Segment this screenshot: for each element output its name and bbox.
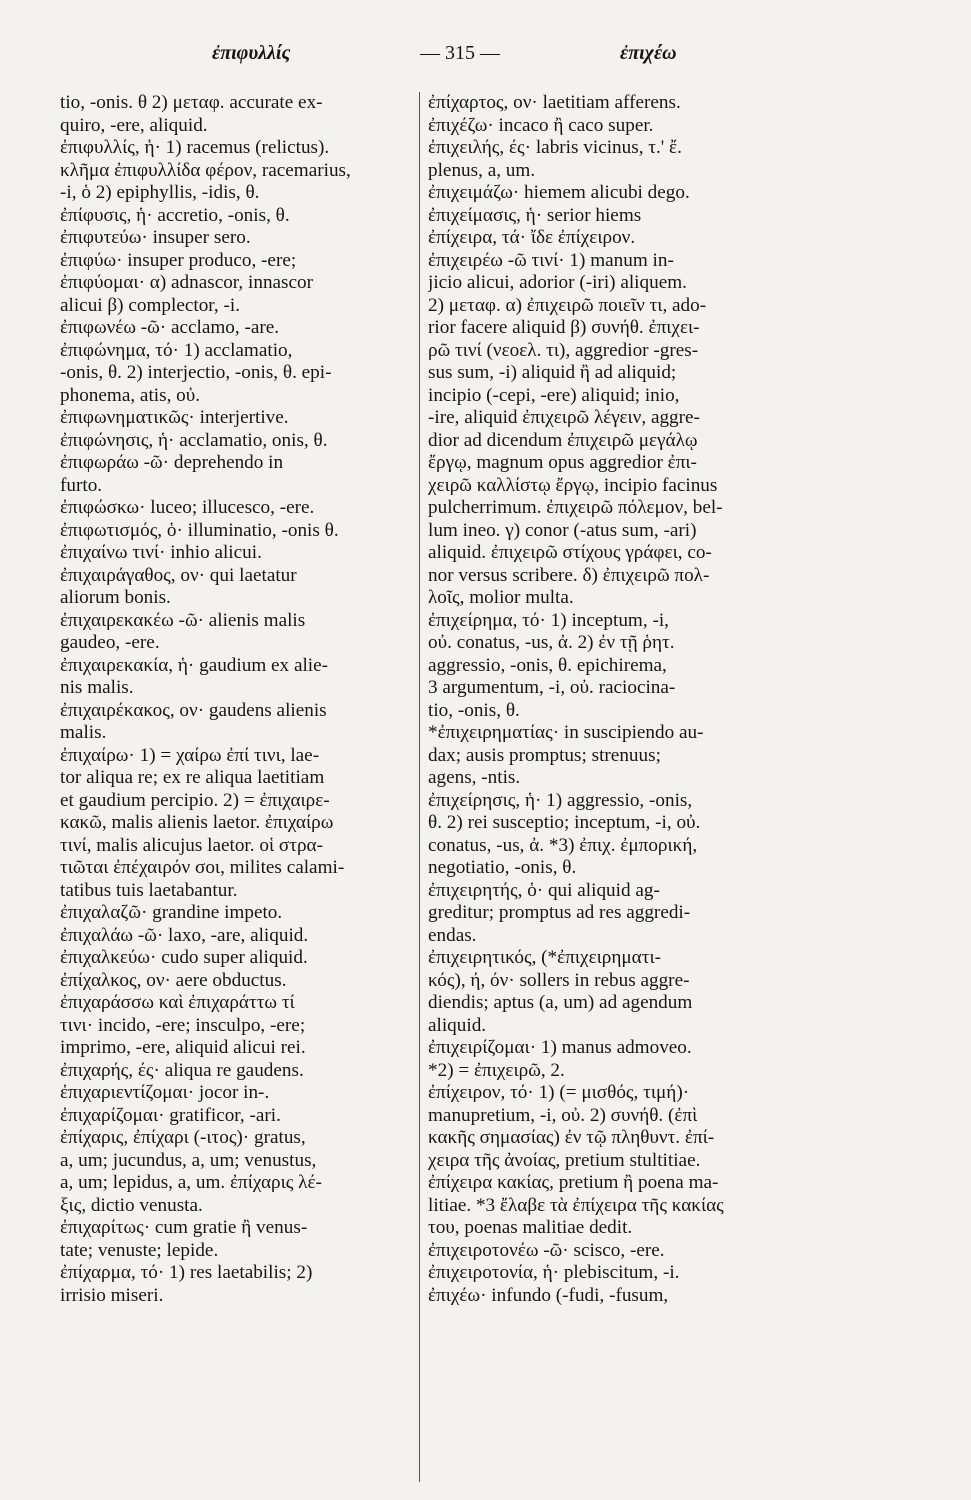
entry-line: a, um; lepidus, a, um. ἐπίχαρις λέ- <box>60 1172 322 1193</box>
entry-line: irrisio miseri. <box>60 1284 164 1306</box>
entry-line: ἐπιφωνέω -ῶ· acclamo, -are. <box>60 317 280 338</box>
header-left-headword: ἐπιφυλλίς <box>212 42 291 64</box>
entry-line: aliquid. ἐπιχειρῶ στίχους γράφει, co- <box>428 542 712 563</box>
entry-line: ἐπιχαιρεκακέω -ῶ· alienis malis <box>60 609 306 631</box>
entry-line: ἐπίχαρτος, ον· laetitiam afferens. <box>428 92 681 113</box>
left-column <box>60 92 412 1482</box>
entry-line: tio, -onis, θ. <box>428 699 520 721</box>
entry-line: ἐπιχείρησις, ἡ· 1) aggressio, -onis, <box>428 789 693 811</box>
entry-line: tio, -onis. θ 2) μεταφ. accurate ex- <box>60 92 323 113</box>
entry-line: nis malis. <box>60 677 134 698</box>
entry-line: a, um; jucundus, a, um; venustus, <box>60 1149 317 1171</box>
entry-line: κλῆμα ἐπιφυλλίδα φέρον, racemarius, <box>60 159 351 181</box>
entry-line: ἐπιχέζω· incaco ἢ caco super. <box>428 114 654 136</box>
right-column <box>428 92 790 1482</box>
entry-line: ἐπίχαρις, ἐπίχαρι (-ιτος)· gratus, <box>60 1127 306 1148</box>
entry-line: ἐπιχείμασις, ἡ· serior hiems <box>428 204 642 226</box>
entry-line: κακῶ, malis alienis laetor. ἐπιχαίρω <box>60 812 334 833</box>
entry-line: ἐπιφωνηματικῶς· interjertive. <box>60 407 289 428</box>
entry-line: ἐπιχειροτονία, ἡ· plebiscitum, -i. <box>428 1262 680 1283</box>
entry-line: ἐπιφωτισμός, ὁ· illuminatio, -onis θ. <box>60 519 339 541</box>
entry-line: ἐπιχαρίτως· cum gratie ἢ venus- <box>60 1217 308 1238</box>
entry-line: τινι· incido, -ere; insculpo, -ere; <box>60 1014 306 1036</box>
entry-line: ἐπιχαρής, ές· aliqua re gaudens. <box>60 1059 304 1081</box>
entry-line: ἐπίχαρμα, τό· 1) res laetabilis; 2) <box>60 1262 313 1283</box>
entry-line: conatus, -us, ἀ. *3) ἐπιχ. ἐμπορική, <box>428 834 698 856</box>
entry-line: ἐπιφύω· insuper produco, -ere; <box>60 249 297 271</box>
entry-line: ξις, dictio venusta. <box>60 1194 203 1216</box>
entry-line: -i, ὁ 2) epiphyllis, -idis, θ. <box>60 182 260 203</box>
entry-line: ἐπιχαράσσω καὶ ἐπιχαράττω τί <box>60 992 295 1013</box>
header-right-headword: ἐπιχέω <box>620 42 677 64</box>
entry-line: ἐπιχαλάω -ῶ· laxo, -are, aliquid. <box>60 924 309 946</box>
entry-line: -ire, aliquid ἐπιχειρῶ λέγειν, aggre- <box>428 407 700 428</box>
entry-line: agens, -ntis. <box>428 767 521 788</box>
entry-line: ἐπιχαλαζῶ· grandine impeto. <box>60 902 283 923</box>
entry-line: οὐ. conatus, -us, ἀ. 2) ἐν τῇ ῥητ. <box>428 632 675 653</box>
entry-line: malis. <box>60 722 107 743</box>
entry-line: ἐπιχειρητής, ὁ· qui aliquid ag- <box>428 879 660 901</box>
entry-line: et gaudium percipio. 2) = ἐπιχαιρε- <box>60 789 330 811</box>
entry-line: quiro, -ere, aliquid. <box>60 114 208 136</box>
entry-line: imprimo, -ere, aliquid alicui rei. <box>60 1037 306 1058</box>
entry-line: ἐπίχειρα κακίας, pretium ἢ poena ma- <box>428 1172 719 1193</box>
entry-line: diendis; aptus (a, um) ad agendum <box>428 992 693 1013</box>
entry-line: ἐπιχειμάζω· hiemem alicubi dego. <box>428 182 690 203</box>
entry-line: ἐπιχαίρω· 1) = χαίρω ἐπί τινι, lae- <box>60 744 320 766</box>
column-divider <box>419 92 420 1482</box>
entry-line: dior ad dicendum ἐπιχειρῶ μεγάλῳ <box>428 429 698 451</box>
entry-line: aggressio, -onis, θ. epichirema, <box>428 654 667 676</box>
entry-line: λοῖς, molior multa. <box>428 587 574 608</box>
entry-line: lum ineo. γ) conor (-atus sum, -ari) <box>428 519 697 541</box>
entry-line: litiae. *3 ἔλαβε τὰ ἐπίχειρα τῆς κακίας <box>428 1194 724 1216</box>
entry-line: pulcherrimum. ἐπιχειρῶ πόλεμον, bel- <box>428 497 723 518</box>
entry-line: ἔργῳ, magnum opus aggredior ἐπι- <box>428 452 697 473</box>
entry-line: ἐπιχειρέω -ῶ τινί· 1) manum in- <box>428 249 674 271</box>
entry-line: plenus, a, um. <box>428 159 536 181</box>
entry-line: κός), ή, όν· sollers in rebus aggre- <box>428 969 690 991</box>
entry-line: 3 argumentum, -i, οὐ. raciocina- <box>428 677 676 698</box>
entry-line: ἐπιχέω· infundo (-fudi, -fusum, <box>428 1284 669 1306</box>
entry-line: tatibus tuis laetabantur. <box>60 879 238 901</box>
entry-line: 2) μεταφ. α) ἐπιχειρῶ ποιεῖν τι, ado- <box>428 294 707 316</box>
entry-line: furto. <box>60 474 103 496</box>
entry-line: aliquid. <box>428 1014 487 1036</box>
entry-line: *2) = ἐπιχειρῶ, 2. <box>428 1059 565 1081</box>
entry-line: ἐπιχαριεντίζομαι· jocor in-. <box>60 1082 270 1103</box>
entry-line: ρῶ τινί (νεοελ. τι), aggredior -gres- <box>428 339 699 361</box>
entry-line: dax; ausis promptus; strenuus; <box>428 744 661 766</box>
entry-line: negotiatio, -onis, θ. <box>428 857 577 878</box>
entry-line: ἐπιχαίνω τινί· inhio alicui. <box>60 542 262 563</box>
entry-line: ἐπίφυσις, ἡ· accretio, -onis, θ. <box>60 204 290 226</box>
entry-line: ἐπιχαιρέκακος, ον· gaudens alienis <box>60 699 327 721</box>
entry-line: phonema, atis, οὐ. <box>60 384 201 406</box>
entry-line: χειρα τῆς ἀνοίας, pretium stultitiae. <box>428 1149 701 1171</box>
entry-line: *ἐπιχειρηματίας· in suscipiendo au- <box>428 722 704 743</box>
entry-line: ἐπιχείρημα, τό· 1) inceptum, -i, <box>428 609 669 631</box>
entry-line: ἐπιχαρίζομαι· gratificor, -ari. <box>60 1104 281 1126</box>
entry-line: τιῶται ἐπέχαιρόν σοι, milites calami- <box>60 857 345 878</box>
entry-line: ἐπίχαλκος, ον· aere obductus. <box>60 969 287 991</box>
entry-line: endas. <box>428 924 477 946</box>
entry-line: tor aliqua re; ex re aliqua laetitiam <box>60 767 325 788</box>
entry-line: ἐπιφώσκω· luceo; illucesco, -ere. <box>60 497 315 518</box>
entry-line: jicio alicui, adorior (-iri) aliquem. <box>428 272 687 293</box>
entry-line: ἐπιφυλλίς, ἡ· 1) racemus (relictus). <box>60 137 330 158</box>
entry-line: manupretium, -i, οὐ. 2) συνήθ. (ἐπὶ <box>428 1104 698 1126</box>
entry-line: ἐπιφώνημα, τό· 1) acclamatio, <box>60 339 293 361</box>
entry-line: incipio (-cepi, -ere) aliquid; inio, <box>428 384 680 406</box>
entry-line: ἐπιφυτεύω· insuper sero. <box>60 227 251 248</box>
entry-line: nor versus scribere. δ) ἐπιχειρῶ πολ- <box>428 564 710 586</box>
page-header <box>0 38 971 78</box>
entry-line: sus sum, -i) aliquid ἢ ad aliquid; <box>428 362 677 383</box>
entry-line: tate; venuste; lepide. <box>60 1239 219 1261</box>
entry-line: ἐπιφωράω -ῶ· deprehendo in <box>60 452 284 473</box>
entry-line: ἐπιχαιράγαθος, ον· qui laetatur <box>60 564 297 586</box>
entry-line: greditur; promptus ad res aggredi- <box>428 902 691 923</box>
page-number: — 315 — <box>420 42 500 64</box>
entry-line: θ. 2) rei susceptio; inceptum, -i, οὐ. <box>428 812 701 833</box>
entry-line: τινί, malis alicujus laetor. οἱ στρα- <box>60 834 323 856</box>
entry-line: gaudeo, -ere. <box>60 632 160 653</box>
entry-line: -onis, θ. 2) interjectio, -onis, θ. epi- <box>60 362 332 383</box>
entry-line: rior facere aliquid β) συνήθ. ἐπιχει- <box>428 317 700 338</box>
entry-line: ἐπιχειλής, ές· labris vicinus, τ.' ἔ. <box>428 137 682 158</box>
entry-line: ἐπίχειρα, τά· ἴδε ἐπίχειρον. <box>428 227 636 248</box>
entry-line: του, poenas malitiae dedit. <box>428 1217 633 1238</box>
entry-line: alicui β) complector, -i. <box>60 294 241 316</box>
entry-line: aliorum bonis. <box>60 587 171 608</box>
entry-line: ἐπιχειρίζομαι· 1) manus admoveo. <box>428 1037 692 1058</box>
entry-line: κακῆς σημασίας) ἐν τῷ πληθυντ. ἐπί- <box>428 1127 715 1148</box>
entry-line: ἐπιφύομαι· α) adnascor, innascor <box>60 272 314 293</box>
entry-line: ἐπιχειροτονέω -ῶ· scisco, -ere. <box>428 1239 665 1261</box>
entry-line: ἐπιχειρητικός, (*ἐπιχειρηματι- <box>428 947 661 968</box>
entry-line: ἐπίχειρον, τό· 1) (= μισθός, τιμή)· <box>428 1082 690 1103</box>
entry-line: χειρῶ καλλίστῳ ἔργῳ, incipio facinus <box>428 474 718 496</box>
entry-line: ἐπιχαλκεύω· cudo super aliquid. <box>60 947 308 968</box>
entry-line: ἐπιχαιρεκακία, ἡ· gaudium ex alie- <box>60 654 329 676</box>
entry-line: ἐπιφώνησις, ἡ· acclamatio, onis, θ. <box>60 429 328 451</box>
